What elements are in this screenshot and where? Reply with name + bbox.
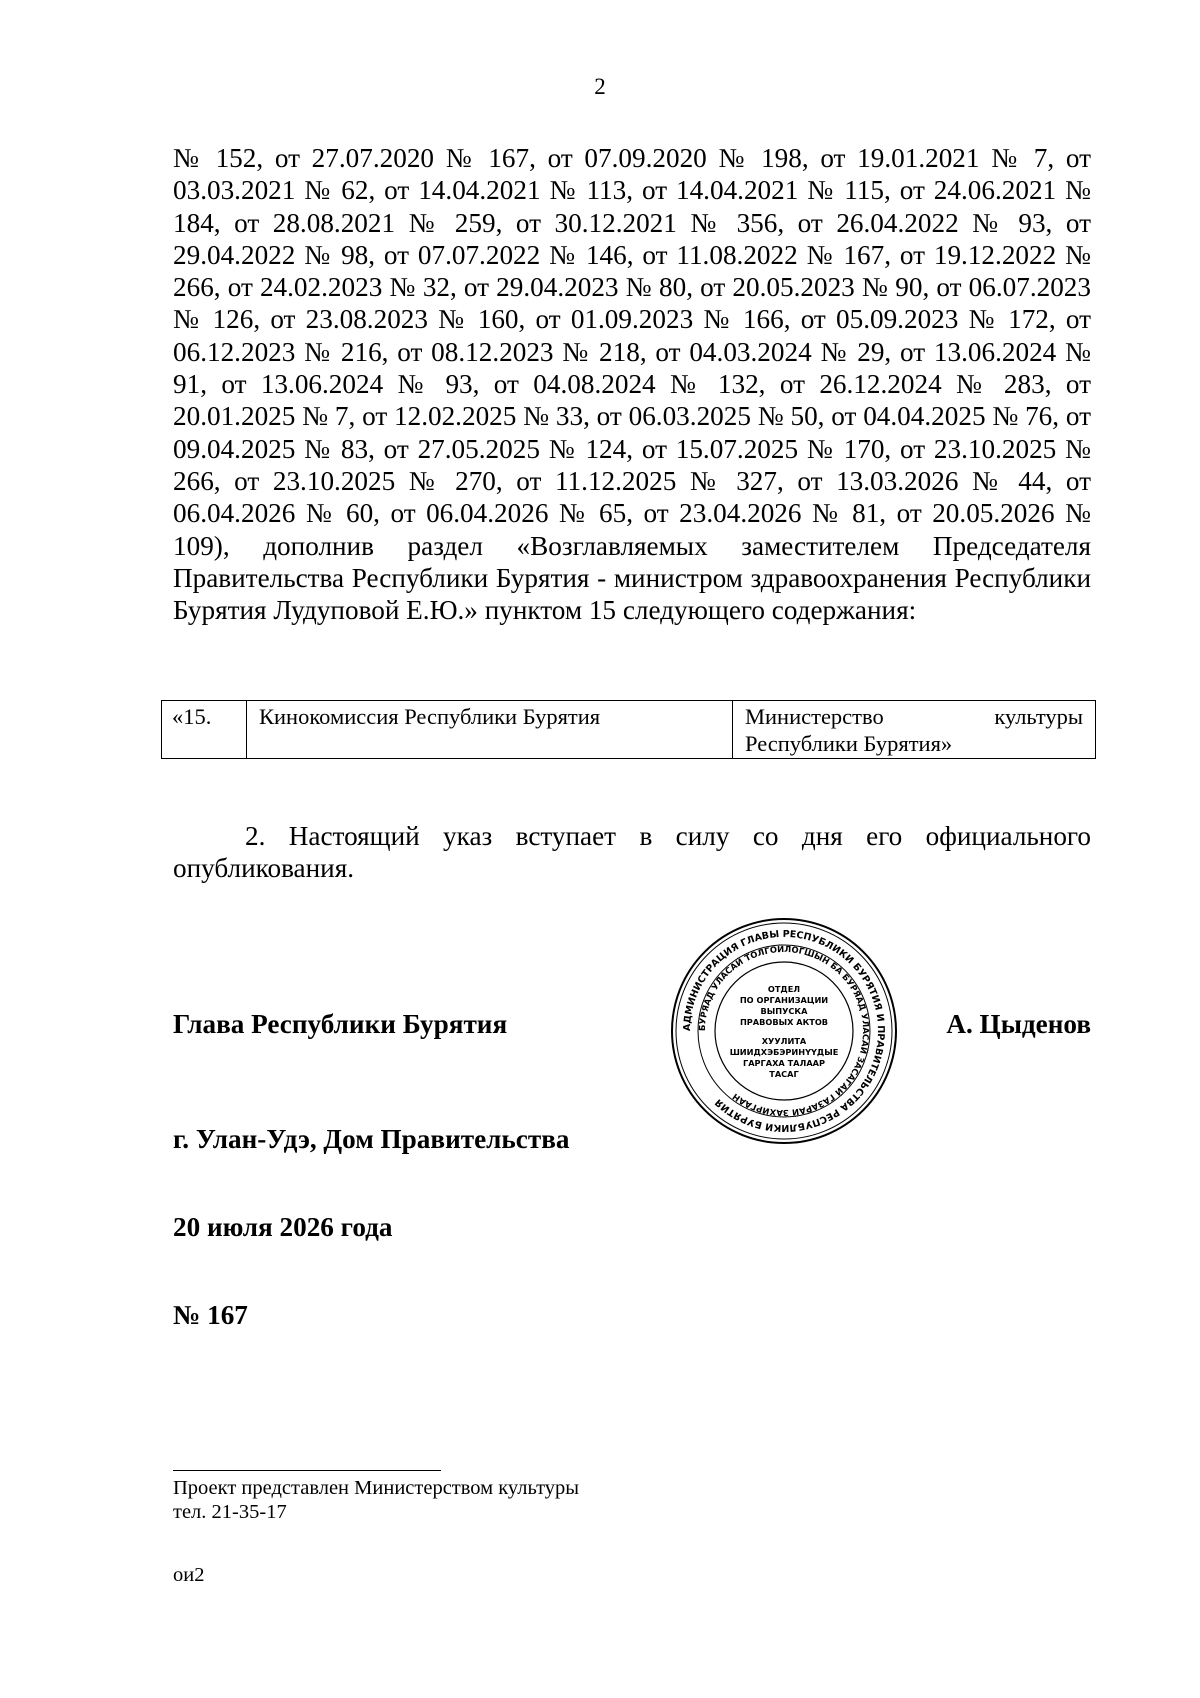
body-name-cell: Кинокомиссия Республики Бурятия — [247, 701, 733, 759]
seal-outer-ring-text: АДМИНИСТРАЦИЯ ГЛАВЫ РЕСПУБЛИКИ БУРЯТИЯ И ПРАВИТЕЛЬСТВА РЕСПУБЛИКИ БУРЯТИЯ — [681, 928, 887, 1134]
table-row — [162, 701, 1096, 759]
seal-center-line: ШИИДХЭБЭРИНҮҮДЫЕ — [729, 1047, 839, 1057]
responsible-body-cell: Министерство культуры Республики Бурятия» — [733, 701, 1096, 759]
decree-number: № 167 — [173, 1300, 248, 1330]
footnote-phone: тел. 21-35-17 — [173, 1501, 287, 1523]
seal-center-line: ПРАВОВЫХ АКТОВ — [739, 1017, 829, 1027]
effective-date-paragraph: 2. Настоящий указ вступает в силу со дня его официального опубликования. — [173, 821, 1091, 883]
seal-inner-ring-text: БУРЯАД УЛАСАЙ ТОЛГОЙЛОГШЫН БА БУРЯАД УЛАСАЙ ЗАСАГАЙ ГАЗАРАЙ ЗАХИРГААН — [696, 943, 872, 1119]
amendment-paragraph: № 152, от 27.07.2020 № 167, от 07.09.2020 № 198, от 19.01.2021 № 7, от 03.03.2021 № 62, от 14.04.2021 № 113, от 14.04.2021 № 115, от 24.06.2021 № 184, от 28.08.2021 № 259, от 30.12.2021 № 356, от 26.04.2022 № 93, от 29.04.2022 № 98, от 07.07.2022 № 146, от 11.08.2022 № 167, от 19.12.2022 № 266, от 24.02.2023 № 32, от 29.04.2023 № 80, от 20.05.2023 № 90, от 06.07.2023 № 126, от 23.08.2023 № 160, от 01.09.2023 № 166, от 05.09.2023 № 172, от 06.12.2023 № 216, от 08.12.2023 № 218, от 04.03.2024 № 29, от 13.06.2024 № 91, от 13.06.2024 № 93, от 04.08.2024 № 132, от 26.12.2024 № 283, от 20.01.2025 № 7, от 12.02.2025 № 33, от 06.03.2025 № 50, от 04.04.2025 № 76, от 09.04.2025 № 83, от 27.05.2025 № 124, от 15.07.2025 № 170, от 23.10.2025 № 266, от 23.10.2025 № 270, от 11.12.2025 № 327, от 13.03.2026 № 44, от 06.04.2026 № 60, от 06.04.2026 № 65, от 23.04.2026 № 81, от 20.05.2026 № 109), дополнив раздел «Возглавляемых заместителем Председателя Правительства Республики Бурятия - министром здравоохранения Республики Бурятия Лудуповой Е.Ю.» пунктом 15 следующего содержания: — [173, 143, 1091, 626]
place-of-signing: г. Улан-Удэ, Дом Правительства — [173, 1124, 570, 1154]
page-number: 2 — [594, 74, 606, 99]
item-number-cell: «15. — [162, 701, 247, 759]
signatory-title: Глава Республики Бурятия — [173, 1009, 508, 1039]
signatory-name: А. Цыденов — [946, 1009, 1091, 1039]
seal-center-line: ВЫПУСКА — [760, 1006, 808, 1016]
seal-center-line: ГАРГАХА ТАЛААР — [742, 1058, 826, 1068]
decree-date: 20 июля 2026 года — [173, 1212, 393, 1242]
document-code: ои2 — [173, 1564, 205, 1586]
seal-center-line: ТАСАГ — [769, 1069, 799, 1079]
footnote-submitted-by: Проект представлен Министерством культуры — [173, 1477, 580, 1499]
footnote-divider — [173, 1470, 441, 1471]
svg-text:АДМИНИСТРАЦИЯ ГЛАВЫ РЕСПУБЛИКИ — [682, 929, 886, 1133]
amendment-table — [161, 700, 1096, 759]
official-seal — [669, 916, 899, 1146]
seal-center-line: ОТДЕЛ — [767, 984, 801, 994]
seal-center-line: ХУУЛИТА — [761, 1036, 807, 1046]
seal-center-line: ПО ОРГАНИЗАЦИИ — [739, 995, 829, 1005]
